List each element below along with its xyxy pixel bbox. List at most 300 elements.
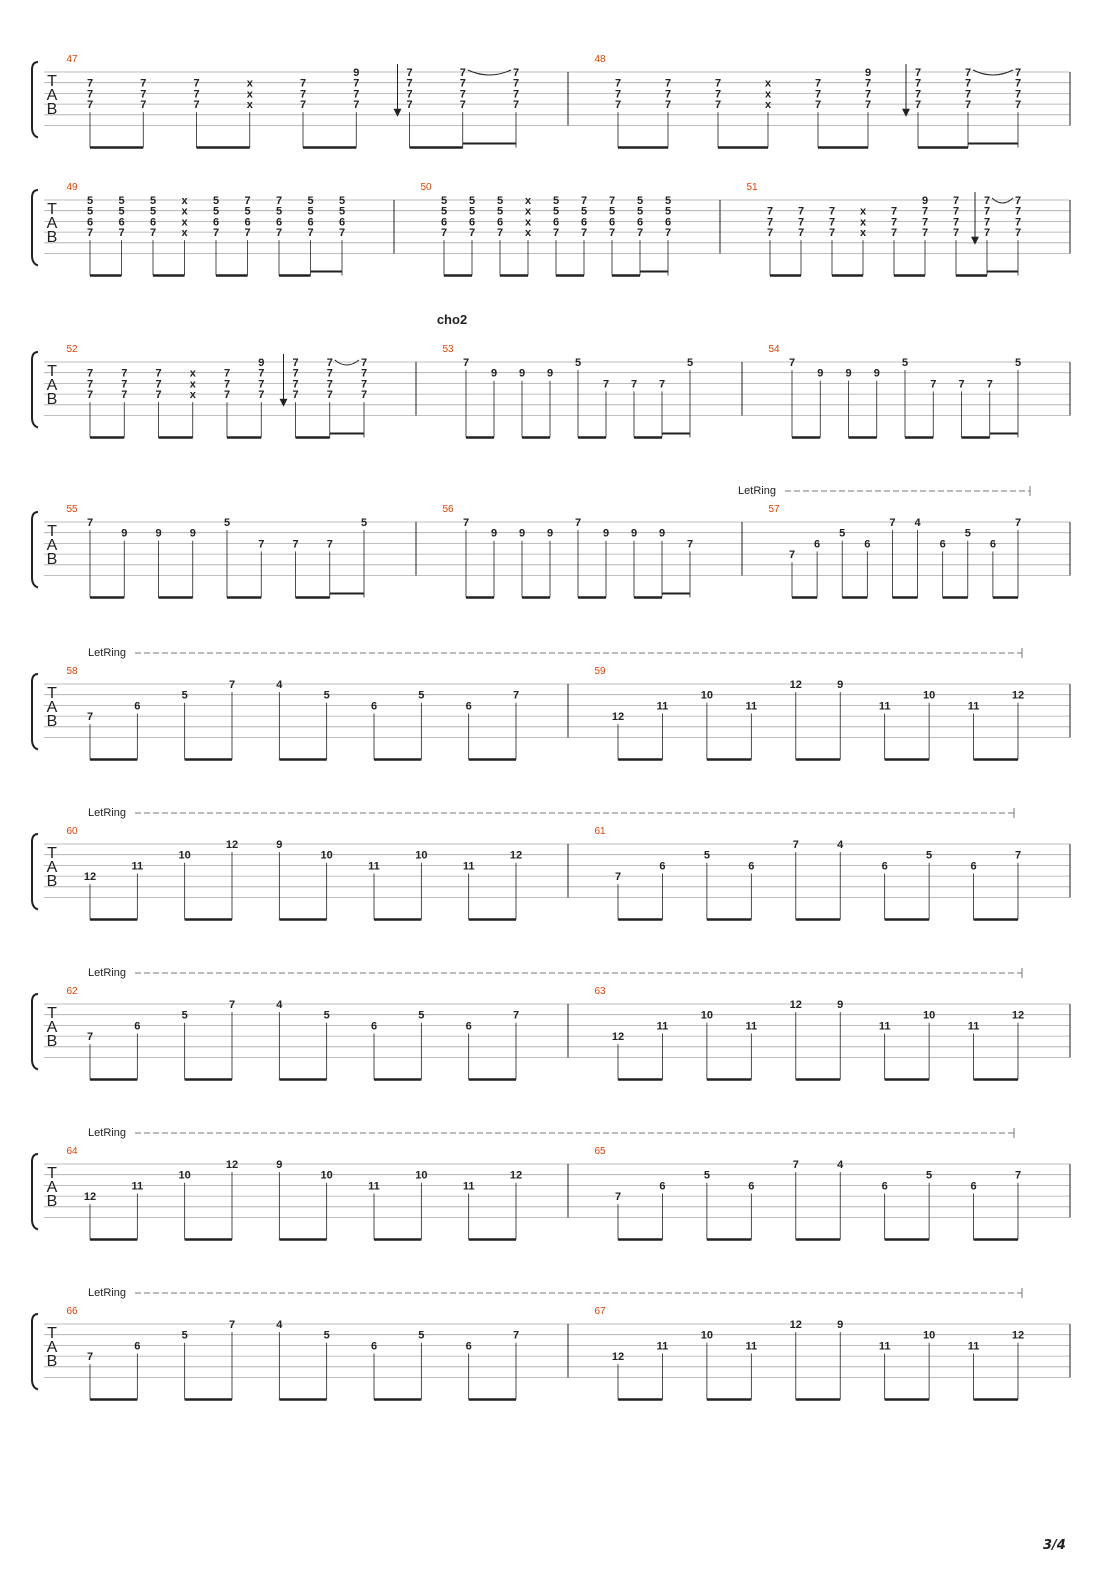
fret-number: 7 [614, 99, 622, 112]
fret-number: 11 [878, 700, 891, 713]
tab-clef-letter: B [46, 873, 58, 890]
fret-number: 5 [552, 195, 560, 207]
measure-number: 56 [442, 504, 454, 515]
fret-number: 9 [837, 999, 844, 1011]
fret-number: 5 [926, 849, 933, 862]
fret-number: 7 [258, 367, 265, 380]
fret-number: 4 [276, 1319, 283, 1331]
fret-number: 7 [406, 88, 413, 101]
fret-number: 9 [845, 367, 852, 380]
fret-number: 5 [496, 205, 504, 218]
fret-number: 7 [814, 77, 822, 90]
fret-number: 7 [608, 227, 616, 240]
tab-clef-letter: A [46, 859, 58, 876]
fret-number: 7 [814, 88, 822, 101]
tab-clef-letter: A [46, 87, 58, 104]
fret-number: 7 [664, 88, 672, 101]
fret-number: 5 [901, 357, 909, 369]
fret-number: 5 [118, 195, 125, 207]
measure-number: 54 [768, 344, 780, 355]
fret-number: 5 [86, 195, 94, 207]
fret-number: 5 [307, 205, 314, 218]
fret-number: 7 [86, 711, 94, 724]
fret-number: 7 [360, 357, 368, 369]
fret-number: 7 [797, 216, 805, 229]
fret-number: 6 [370, 1020, 378, 1033]
fret-number: x [764, 99, 772, 112]
tab-clef-letter: B [46, 551, 58, 568]
fret-number: 9 [276, 839, 283, 851]
fret-number: 12 [611, 711, 625, 724]
staff-bracket [32, 674, 38, 750]
fret-number: 7 [292, 538, 299, 551]
fret-number: x [524, 195, 532, 207]
fret-number: 7 [602, 378, 610, 391]
tab-clef-letter: A [46, 377, 58, 394]
fret-number: x [524, 205, 532, 218]
fret-number: 6 [881, 860, 888, 873]
fret-number: 7 [714, 88, 722, 101]
fret-number: 5 [440, 195, 448, 207]
fret-number: 7 [958, 378, 965, 391]
fret-number: 5 [360, 517, 368, 529]
fret-number: 6 [970, 860, 977, 873]
fret-number: 12 [225, 1159, 239, 1171]
fret-number: 7 [406, 77, 413, 90]
fret-number: x [189, 367, 196, 380]
fret-number: 7 [964, 67, 972, 79]
fret-number: 7 [360, 367, 368, 380]
fret-number: 7 [121, 367, 128, 380]
fret-number: 7 [121, 389, 128, 402]
fret-number: 12 [789, 999, 802, 1011]
fret-number: 7 [353, 88, 360, 101]
fret-number: 6 [212, 216, 220, 229]
fret-number: 7 [1014, 99, 1022, 112]
fret-number: 5 [149, 195, 157, 207]
fret-number: 11 [131, 1180, 144, 1193]
fret-number: 9 [155, 527, 162, 540]
stroke-arrow-head [971, 237, 979, 245]
fret-number: 7 [636, 227, 644, 240]
fret-number: 4 [914, 517, 921, 529]
fret-number: 7 [864, 99, 872, 112]
fret-number: 7 [212, 227, 220, 240]
fret-number: x [764, 77, 772, 90]
fret-number: 7 [406, 67, 413, 79]
fret-number: 9 [490, 527, 498, 540]
fret-number: 7 [828, 227, 836, 240]
fret-number: 7 [1014, 216, 1022, 229]
fret-number: 7 [223, 389, 231, 402]
tab-clef-letter: T [47, 1005, 57, 1022]
fret-number: 7 [890, 216, 898, 229]
fret-number: 7 [580, 227, 588, 240]
fret-number: 7 [86, 77, 94, 90]
fret-number: 7 [930, 378, 937, 391]
fret-number: 5 [86, 205, 94, 218]
fret-number: 5 [307, 195, 314, 207]
fret-number: 11 [745, 1020, 758, 1033]
fret-number: 5 [664, 205, 672, 218]
fret-number: 7 [766, 205, 774, 218]
fret-number: 4 [276, 679, 283, 691]
fret-number: 9 [921, 195, 929, 207]
fret-number: 11 [462, 1180, 475, 1193]
fret-number: 6 [244, 216, 251, 229]
fret-number: x [764, 88, 772, 101]
staff-bracket [32, 1154, 38, 1230]
fret-number: 5 [323, 1329, 330, 1342]
fret-number: 7 [1014, 1169, 1022, 1182]
fret-number: 11 [878, 1020, 891, 1033]
fret-number: 12 [789, 679, 802, 691]
fret-number: 7 [1014, 88, 1022, 101]
fret-number: 7 [440, 227, 448, 240]
staff-bracket [32, 994, 38, 1070]
fret-number: 7 [86, 517, 94, 529]
let-ring-label: LetRing [88, 647, 126, 659]
fret-number: 7 [864, 88, 872, 101]
stroke-arrow-head [902, 109, 910, 117]
fret-number: x [246, 88, 253, 101]
measure-number: 51 [746, 182, 758, 193]
fret-number: x [189, 378, 196, 391]
fret-number: 6 [86, 216, 94, 229]
fret-number: 12 [225, 839, 239, 851]
fret-number: 11 [656, 1340, 669, 1353]
fret-number: 7 [1014, 205, 1022, 218]
fret-number: 7 [140, 88, 147, 101]
let-ring-label: LetRing [88, 1287, 126, 1299]
fret-number: 7 [360, 389, 368, 402]
fret-number: 7 [914, 77, 922, 90]
fret-number: 7 [983, 227, 991, 240]
fret-number: 7 [149, 227, 157, 240]
fret-number: 7 [952, 216, 960, 229]
fret-number: 12 [1011, 1329, 1025, 1342]
fret-number: 5 [338, 205, 346, 218]
fret-number: 6 [370, 700, 378, 713]
fret-number: 5 [181, 1009, 188, 1022]
fret-number: 9 [546, 367, 554, 380]
fret-number: 7 [658, 378, 666, 391]
measure-number: 67 [594, 1306, 606, 1317]
fret-number: 6 [636, 216, 644, 229]
fret-number: 5 [496, 195, 504, 207]
fret-number: 7 [462, 517, 470, 529]
fret-number: 5 [338, 195, 346, 207]
fret-number: 5 [839, 527, 846, 540]
fret-number: 6 [864, 538, 871, 551]
fret-number: 7 [788, 549, 796, 562]
tie [468, 70, 511, 75]
fret-number: 7 [86, 378, 94, 391]
fret-number: 7 [86, 1351, 94, 1364]
measure-number: 58 [66, 666, 78, 677]
fret-number: 9 [121, 527, 128, 540]
tab-clef-letter: T [47, 73, 57, 90]
fret-number: 7 [459, 77, 466, 90]
fret-number: 7 [608, 195, 616, 207]
fret-number: 7 [86, 1031, 94, 1044]
fret-number: 7 [512, 1329, 520, 1342]
fret-number: 7 [244, 195, 251, 207]
fret-number: 5 [323, 1009, 330, 1022]
fret-number: 7 [512, 689, 520, 702]
fret-number: 7 [292, 357, 299, 369]
tab-clef-letter: T [47, 201, 57, 218]
fret-number: 10 [922, 1009, 936, 1022]
fret-number: 9 [518, 367, 526, 380]
tab-clef-letter: T [47, 523, 57, 540]
fret-number: 6 [468, 216, 476, 229]
fret-number: 5 [118, 205, 125, 218]
fret-number: 12 [1011, 1009, 1025, 1022]
fret-number: 12 [83, 1191, 97, 1204]
tab-clef-letter: A [46, 215, 58, 232]
fret-number: 7 [574, 517, 582, 529]
fret-number: 7 [228, 1319, 236, 1331]
fret-number: 7 [797, 205, 805, 218]
tie [973, 70, 1013, 75]
fret-number: 6 [580, 216, 588, 229]
fret-number: 10 [700, 1329, 714, 1342]
fret-number: 7 [353, 77, 360, 90]
fret-number: 9 [837, 679, 844, 691]
fret-number: 10 [320, 849, 333, 862]
fret-number: 7 [406, 99, 413, 112]
fret-number: 6 [939, 538, 946, 551]
fret-number: 7 [496, 227, 504, 240]
fret-number: 6 [748, 1180, 755, 1193]
fret-number: 7 [326, 367, 333, 380]
fret-number: 7 [714, 77, 722, 90]
fret-number: 6 [989, 538, 996, 551]
fret-number: 6 [659, 1180, 666, 1193]
fret-number: 7 [889, 517, 896, 529]
tab-clef-letter: T [47, 1325, 57, 1342]
tab-clef-letter: B [46, 101, 58, 118]
fret-number: 7 [828, 205, 836, 218]
fret-number: 7 [244, 227, 251, 240]
measure-number: 52 [66, 344, 78, 355]
fret-number: 10 [922, 1329, 936, 1342]
fret-number: 5 [181, 689, 188, 702]
staff-bracket [32, 352, 38, 428]
stroke-arrow-head [394, 109, 402, 117]
fret-number: 9 [546, 527, 554, 540]
measure-number: 62 [66, 986, 78, 997]
fret-number: 5 [574, 357, 582, 369]
fret-number: 6 [465, 700, 472, 713]
fret-number: 7 [797, 227, 805, 240]
fret-number: 11 [745, 700, 758, 713]
tab-clef-letter: T [47, 1165, 57, 1182]
fret-number: 7 [292, 367, 299, 380]
tab-clef-letter: A [46, 699, 58, 716]
fret-number: 5 [223, 517, 231, 529]
fret-number: 9 [630, 527, 638, 540]
fret-number: 5 [418, 1009, 425, 1022]
measure-number: 63 [594, 986, 606, 997]
fret-number: 9 [658, 527, 666, 540]
fret-number: 7 [1014, 67, 1022, 79]
fret-number: 6 [814, 538, 821, 551]
tab-clef-letter: A [46, 1339, 58, 1356]
fret-number: 7 [890, 205, 898, 218]
fret-number: x [189, 389, 196, 402]
fret-number: 12 [1011, 689, 1025, 702]
tie [992, 198, 1013, 203]
section-label: cho2 [436, 312, 468, 327]
fret-number: 12 [83, 871, 97, 884]
fret-number: 7 [121, 378, 128, 391]
fret-number: 7 [983, 195, 991, 207]
staff-bracket [32, 62, 38, 138]
fret-number: 7 [914, 67, 922, 79]
fret-number: 7 [1014, 849, 1022, 862]
tab-clef-letter: T [47, 363, 57, 380]
fret-number: 7 [1014, 227, 1022, 240]
fret-number: 7 [326, 389, 333, 402]
fret-number: 7 [86, 88, 94, 101]
fret-number: 11 [462, 860, 475, 873]
fret-number: 6 [370, 1340, 378, 1353]
fret-number: 7 [890, 227, 898, 240]
fret-number: 7 [714, 99, 722, 112]
tab-clef-letter: T [47, 845, 57, 862]
fret-number: 7 [118, 227, 125, 240]
measure-number: 50 [420, 182, 432, 193]
fret-number: 5 [418, 689, 425, 702]
fret-number: 7 [512, 1009, 520, 1022]
fret-number: 9 [518, 527, 526, 540]
fret-number: x [181, 205, 188, 218]
fret-number: 6 [552, 216, 560, 229]
fret-number: 7 [462, 357, 470, 369]
tab-clef-letter: B [46, 229, 58, 246]
fret-number: 11 [967, 700, 980, 713]
fret-number: 7 [986, 378, 993, 391]
fret-number: 6 [134, 700, 141, 713]
fret-number: 6 [149, 216, 157, 229]
fret-number: 7 [630, 378, 638, 391]
fret-number: 6 [608, 216, 616, 229]
fret-number: 9 [490, 367, 498, 380]
fret-number: 12 [611, 1351, 625, 1364]
fret-number: 7 [766, 216, 774, 229]
staff-bracket [32, 1314, 38, 1390]
measure-number: 61 [594, 826, 606, 837]
fret-number: 5 [552, 205, 560, 218]
tab-clef-letter: T [47, 685, 57, 702]
fret-number: 7 [292, 389, 299, 402]
fret-number: 11 [656, 1020, 669, 1033]
let-ring-label: LetRing [88, 1127, 126, 1139]
fret-number: 7 [459, 99, 466, 112]
fret-number: 7 [223, 378, 231, 391]
fret-number: 7 [1014, 517, 1022, 529]
fret-number: 7 [664, 77, 672, 90]
fret-number: 5 [468, 195, 476, 207]
fret-number: 10 [700, 1009, 714, 1022]
fret-number: 7 [155, 367, 162, 380]
fret-number: 7 [258, 538, 265, 551]
tab-clef-letter: B [46, 1033, 58, 1050]
fret-number: 7 [1014, 77, 1022, 90]
tab-clef-letter: A [46, 1019, 58, 1036]
fret-number: 7 [228, 679, 236, 691]
fret-number: 7 [814, 99, 822, 112]
fret-number: 6 [134, 1340, 141, 1353]
fret-number: 7 [512, 99, 520, 112]
fret-number: 7 [86, 389, 94, 402]
fret-number: 7 [86, 367, 94, 380]
fret-number: 11 [745, 1340, 758, 1353]
fret-number: 10 [178, 849, 191, 862]
fret-number: 7 [614, 77, 622, 90]
fret-number: 7 [326, 538, 333, 551]
fret-number: 5 [440, 205, 448, 218]
fret-number: 9 [873, 367, 880, 380]
fret-number: 7 [299, 99, 307, 112]
fret-number: 6 [440, 216, 448, 229]
fret-number: 4 [837, 839, 844, 851]
let-ring-label: LetRing [738, 485, 776, 497]
fret-number: 6 [134, 1020, 141, 1033]
fret-number: 7 [964, 77, 972, 90]
fret-number: 11 [656, 700, 669, 713]
fret-number: 11 [967, 1340, 980, 1353]
fret-number: 6 [664, 216, 672, 229]
let-ring-label: LetRing [88, 967, 126, 979]
measure-number: 47 [66, 54, 78, 65]
fret-number: 5 [468, 205, 476, 218]
staff-bracket [32, 834, 38, 910]
fret-number: 7 [828, 216, 836, 229]
fret-number: 7 [275, 227, 283, 240]
fret-number: 6 [970, 1180, 977, 1193]
staff-bracket [32, 190, 38, 266]
tab-clef-letter: B [46, 713, 58, 730]
fret-number: 10 [178, 1169, 191, 1182]
fret-number: 11 [368, 1180, 380, 1193]
tab-clef-letter: B [46, 1193, 58, 1210]
fret-number: 7 [792, 839, 799, 851]
fret-number: 6 [881, 1180, 888, 1193]
fret-number: 4 [837, 1159, 844, 1171]
fret-number: 7 [353, 99, 360, 112]
measure-number: 49 [66, 182, 78, 193]
fret-number: x [859, 216, 867, 229]
fret-number: 7 [664, 99, 672, 112]
fret-number: 7 [552, 227, 560, 240]
fret-number: 7 [86, 227, 94, 240]
staff-bracket [32, 512, 38, 588]
measure-number: 48 [594, 54, 606, 65]
fret-number: 5 [636, 195, 644, 207]
fret-number: 6 [275, 216, 283, 229]
fret-number: 9 [602, 527, 610, 540]
measure-number: 55 [66, 504, 78, 515]
fret-number: 9 [276, 1159, 283, 1171]
fret-number: 7 [193, 77, 200, 90]
fret-number: 7 [1014, 195, 1022, 207]
measure-number: 65 [594, 1146, 606, 1157]
fret-number: 5 [580, 205, 588, 218]
fret-number: 12 [789, 1319, 802, 1331]
